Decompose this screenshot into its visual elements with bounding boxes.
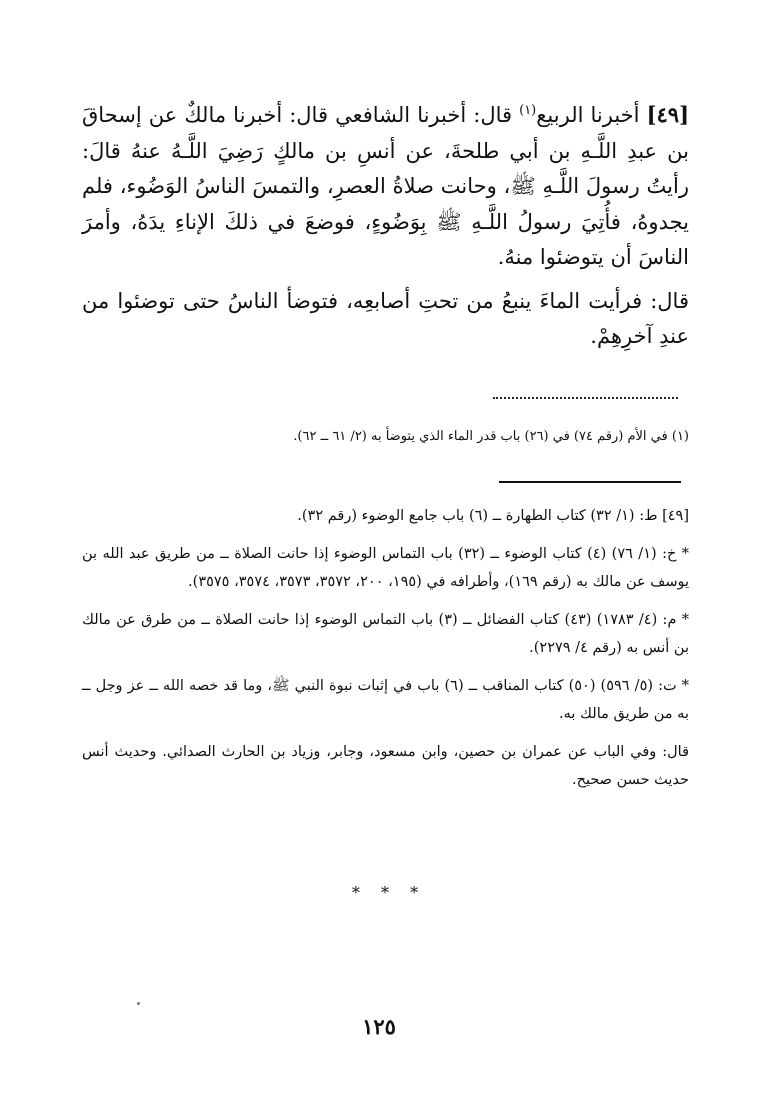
takhrij-tirmidhi: * ت: (٥/ ٥٩٦) (٥٠) كتاب المناقب ــ (٦) باب في إثبات نبوة النبي ﷺ، وما قد خصه الله ــ عز وجل ــ به من طريق مالك به. — [82, 678, 689, 722]
scan-speck — [137, 1002, 140, 1005]
footnote-separator — [493, 397, 678, 399]
section-separator: * * * — [351, 883, 427, 902]
footnote: (١) في الأم (رقم ٧٤) في (٢٦) باب قدر الماء الذي يتوضأ به (٢/ ٦١ ــ ٦٢). — [293, 429, 689, 444]
hadith-text — [82, 93, 689, 355]
hadith-number: [٤٩] — [646, 102, 690, 127]
takhrij-section — [82, 502, 689, 794]
hadith-paragraph-2: قال: فرأيت الماءَ ينبعُ من تحتِ أصابعِه، فتوضأ الناسُ حتى توضئوا من عندِ آخرِهِمْ. — [82, 288, 689, 348]
takhrij-rule — [499, 481, 681, 483]
takhrij-muwatta: [٤٩] ط: (١/ ٣٢) كتاب الطهارة ــ (٦) باب جامع الوضوء (رقم ٣٢). — [297, 508, 689, 524]
takhrij-bukhari: * خ: (١/ ٧٦) (٤) كتاب الوضوء ــ (٣٢) باب التماس الوضوء إذا حانت الصلاة ــ من طريق عبد الله بن يوسف عن مالك به (رقم ١٦٩)، وأطرافه في (١٩٥، ٢٠٠، ٣٥٧٢، ٣٥٧٣، ٣٥٧٤، ٣٥٧٥). — [82, 546, 689, 590]
footnote-marker[interactable]: (١) — [519, 103, 537, 118]
takhrij-muslim: * م: (٤/ ١٧٨٣) (٤٣) كتاب الفضائل ــ (٣) باب التماس الوضوء إذا حانت الصلاة ــ من طرق عن مالك بن أنس به (رقم ٤/ ٢٢٧٩). — [82, 612, 689, 656]
takhrij-comment: قال: وفي الباب عن عمران بن حصين، وابن مسعود، وجابر، وزياد بن الحارث الصدائي. وحديث أنس حديث حسن صحيح. — [82, 744, 689, 788]
page-number: ١٢٥ — [362, 1014, 396, 1039]
hadith-text-start: أخبرنا الربيع — [536, 103, 647, 127]
hadith-text-rest: قال: أخبرنا الشافعي قال: أخبرنا مالكٌ عن إسحاقَ بن عبدِ اللَّـهِ بن أبي طلحةَ، عن أنسِ بن مالكٍ رَضِيَ اللَّـهُ عنهُ قالَ: رأيتُ رسولَ اللَّـهِ ﷺ، وحانت صلاةُ العصرِ، والتمسَ الناسُ الوَضُوء، فلم يجدوهُ، فأُتِيَ رسولُ اللَّـهِ ﷺ بِوَضُوءٍ، فوضعَ في ذلكَ الإناءِ يدَهُ، وأمرَ الناسَ أن يتوضئوا منهُ. — [82, 103, 689, 269]
hadith-paragraph-1 — [82, 93, 689, 276]
